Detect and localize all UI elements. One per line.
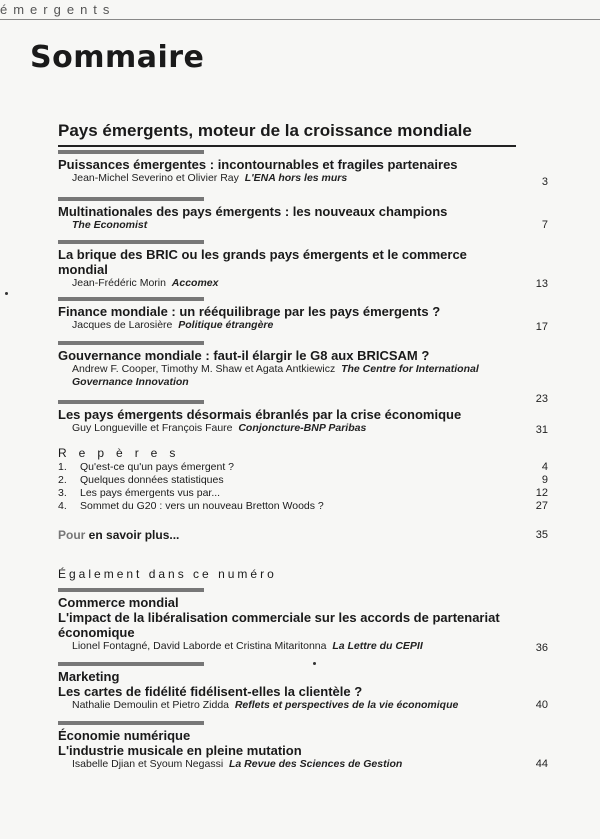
toc-entry (58, 240, 548, 290)
entry-publication: La Lettre du CEPII (332, 640, 423, 652)
entry-page: 7 (541, 219, 548, 231)
further-reading-label: en savoir plus... (85, 528, 180, 542)
entry-title: Les pays émergents désormais ébranlés par la crise économique (58, 407, 462, 422)
reperes-heading: Repères (58, 446, 188, 460)
entry-category: Marketing (58, 669, 120, 684)
entry-publication: Reflets et perspectives de la vie économique (234, 699, 459, 711)
entry-authors: Jean-Frédéric Morin (72, 277, 166, 289)
toc-entry (58, 297, 548, 332)
entry-page: 36 (535, 642, 548, 654)
entry-bar (58, 150, 204, 154)
entry-page: 23 (535, 393, 548, 405)
entry-byline (72, 319, 512, 332)
entry-publication: Accomex (171, 277, 219, 289)
entry-category: Commerce mondial (58, 595, 179, 610)
entry-publication: Politique étrangère (178, 319, 274, 331)
reperes-item-page: 12 (535, 487, 548, 499)
reperes-item-number: 1. (58, 461, 67, 473)
reperes-item-text: Quelques données statistiques (80, 474, 224, 486)
toc-entry (58, 150, 548, 188)
toc-entry (58, 588, 548, 653)
entry-bar (58, 588, 204, 592)
entry-title: Gouvernance mondiale : faut-il élargir le G8 aux BRICSAM ? (58, 348, 430, 363)
further-reading-page: 35 (535, 529, 548, 541)
section-title: Pays émergents, moteur de la croissance mondiale (58, 121, 472, 140)
reperes-item-number: 2. (58, 474, 67, 486)
entry-byline (72, 277, 512, 290)
entry-category: Économie numérique (58, 728, 191, 743)
entry-byline (72, 758, 512, 771)
reperes-item-page: 4 (541, 461, 548, 473)
entry-page: 40 (535, 699, 548, 711)
scan-speck (313, 662, 316, 665)
entry-publication: The Centre for International Governance Innovation (72, 363, 479, 388)
entry-bar (58, 341, 204, 345)
entry-title: L'impact de la libéralisation commerciale sur les accords de partenariat économique (58, 610, 500, 640)
entry-publication: L'ENA hors les murs (244, 172, 348, 184)
further-reading-prefix: Pour (58, 528, 86, 542)
entry-byline (72, 172, 512, 185)
entry-title: La brique des BRIC ou les grands pays émergents et le commerce mondial (58, 247, 467, 277)
entry-bar (58, 721, 204, 725)
entry-bar (58, 197, 204, 201)
entry-byline (72, 422, 512, 435)
entry-bar (58, 662, 204, 666)
scan-speck (5, 292, 8, 295)
entry-bar (58, 297, 204, 301)
reperes-item-number: 3. (58, 487, 67, 499)
entry-byline (72, 640, 512, 653)
entry-authors: Isabelle Djian et Syoum Negassi (72, 758, 224, 770)
entry-page: 17 (535, 321, 548, 333)
entry-title: Multinationales des pays émergents : les nouveaux champions (58, 204, 448, 219)
entry-byline (72, 219, 512, 232)
entry-authors: Lionel Fontagné, David Laborde et Cristina Mitaritonna (72, 640, 327, 652)
reperes-item (58, 500, 548, 513)
entry-byline (72, 363, 512, 389)
entry-authors: Nathalie Demoulin et Pietro Zidda (72, 699, 229, 711)
reperes-item-page: 27 (535, 500, 548, 512)
reperes-item (58, 474, 548, 487)
entry-authors: Jean-Michel Severino et Olivier Ray (72, 172, 239, 184)
toc-entry (58, 662, 548, 712)
toc-entry (58, 400, 548, 435)
entry-title: Puissances émergentes : incontournables et fragiles partenaires (58, 157, 458, 172)
entry-authors: Jacques de Larosière (72, 319, 173, 331)
entry-title: Les cartes de fidélité fidélisent-elles la clientèle ? (58, 684, 363, 699)
reperes-item-text: Sommet du G20 : vers un nouveau Bretton Woods ? (80, 500, 324, 512)
reperes-item-text: Qu'est-ce qu'un pays émergent ? (80, 461, 235, 473)
reperes-item-text: Les pays émergents vus par... (80, 487, 221, 499)
entry-publication: Conjoncture-BNP Paribas (238, 422, 367, 434)
entry-authors: Andrew F. Cooper, Timothy M. Shaw et Agata Antkiewicz (72, 363, 336, 375)
entry-title: L'industrie musicale en pleine mutation (58, 743, 302, 758)
toc-entry (58, 197, 548, 232)
entry-authors: Guy Longueville et François Faure (72, 422, 233, 434)
reperes-item (58, 487, 548, 500)
toc-entry (58, 721, 548, 771)
reperes-item-number: 4. (58, 500, 67, 512)
entry-page: 44 (535, 758, 548, 770)
entry-byline (72, 699, 512, 712)
entry-publication: The Economist (72, 219, 148, 231)
entry-page: 31 (535, 424, 548, 436)
header-rule (0, 19, 600, 20)
running-header: émergents (0, 2, 116, 17)
section-rule (58, 145, 516, 147)
reperes-item (58, 461, 548, 474)
entry-publication: La Revue des Sciences de Gestion (229, 758, 403, 770)
entry-page: 13 (535, 278, 548, 290)
reperes-item-page: 9 (541, 474, 548, 486)
entry-bar (58, 400, 204, 404)
also-in-issue-heading: Également dans ce numéro (58, 567, 277, 581)
entry-bar (58, 240, 204, 244)
entry-title: Finance mondiale : un rééquilibrage par les pays émergents ? (58, 304, 441, 319)
toc-entry (58, 341, 548, 405)
further-reading (58, 528, 179, 542)
page-title: Sommaire (30, 40, 205, 75)
entry-page: 3 (541, 176, 548, 188)
